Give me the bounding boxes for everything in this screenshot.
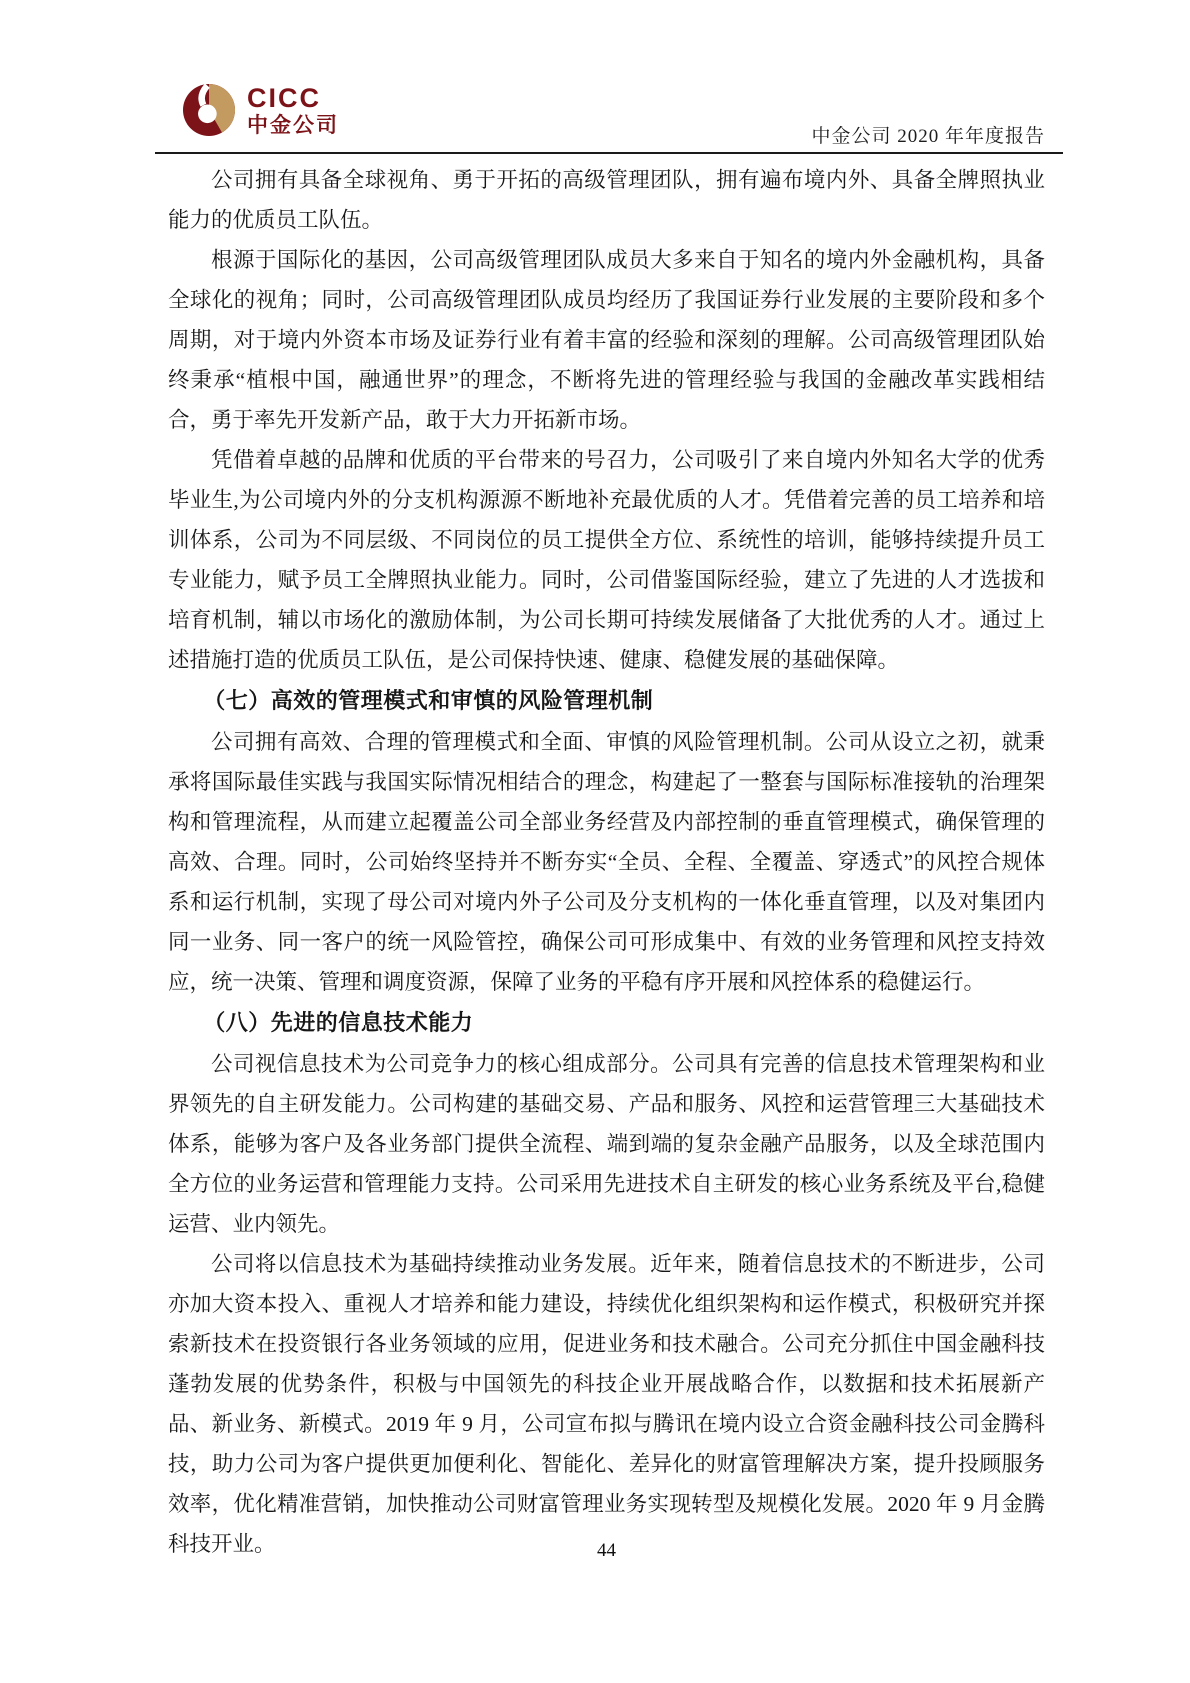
cicc-wordmark	[247, 82, 339, 137]
body-paragraph: 公司拥有高效、合理的管理模式和全面、审慎的风险管理机制。公司从设立之初，就秉承将国际最佳实践与我国实际情况相结合的理念，构建起了一整套与国际标准接轨的治理架构和管理流程，从而建立起覆盖公司全部业务经营及内部控制的垂直管理模式，确保管理的高效、合理。同时，公司始终坚持并不断夯实“全员、全程、全覆盖、穿透式”的风控合规体系和运行机制，实现了母公司对境内外子公司及分支机构的一体化垂直管理，以及对集团内同一业务、同一客户的统一风险管控，确保公司可形成集中、有效的业务管理和风控支持效应，统一决策、管理和调度资源，保障了业务的平稳有序开展和风控体系的稳健运行。	[168, 730, 1045, 994]
cicc-logo	[183, 84, 339, 136]
body-paragraph: 公司视信息技术为公司竞争力的核心组成部分。公司具有完善的信息技术管理架构和业界领先的自主研发能力。公司构建的基础交易、产品和服务、风控和运营管理三大基础技术体系，能够为客户及各业务部门提供全流程、端到端的复杂金融产品服务，以及全球范围内全方位的业务运营和管理能力支持。公司采用先进技术自主研发的核心业务系统及平台,稳健运营、业内领先。	[168, 1052, 1045, 1236]
logo-chinese-text: 中金公司	[247, 113, 339, 137]
header-divider	[155, 152, 1063, 154]
section-heading-8: （八）先进的信息技术能力	[203, 1010, 474, 1035]
report-title: 中金公司 2020 年年度报告	[811, 126, 1045, 147]
logo-latin-text: CICC	[247, 82, 321, 113]
body-paragraph: 根源于国际化的基因，公司高级管理团队成员大多来自于知名的境内外金融机构，具备全球化的视角；同时，公司高级管理团队成员均经历了我国证券行业发展的主要阶段和多个周期，对于境内外资本市场及证券行业有着丰富的经验和深刻的理解。公司高级管理团队始终秉承“植根中国，融通世界”的理念，不断将先进的管理经验与我国的金融改革实践相结合，勇于率先开发新产品，敢于大力开拓新市场。	[168, 248, 1045, 432]
page-number: 44	[597, 1540, 616, 1561]
section-heading-7: （七）高效的管理模式和审慎的风险管理机制	[203, 688, 654, 713]
body-paragraph: 凭借着卓越的品牌和优质的平台带来的号召力，公司吸引了来自境内外知名大学的优秀毕业生,为公司境内外的分支机构源源不断地补充最优质的人才。凭借着完善的员工培养和培训体系，公司为不同层级、不同岗位的员工提供全方位、系统性的培训，能够持续提升员工专业能力，赋予员工全牌照执业能力。同时，公司借鉴国际经验，建立了先进的人才选拔和培育机制，辅以市场化的激励体制，为公司长期可持续发展储备了大批优秀的人才。通过上述措施打造的优质员工队伍，是公司保持快速、健康、稳健发展的基础保障。	[168, 448, 1045, 672]
body-paragraph: 公司拥有具备全球视角、勇于开拓的高级管理团队，拥有遍布境内外、具备全牌照执业能力的优质员工队伍。	[168, 168, 1045, 232]
body-paragraph: 公司将以信息技术为基础持续推动业务发展。近年来，随着信息技术的不断进步，公司亦加大资本投入、重视人才培养和能力建设，持续优化组织架构和运作模式，积极研究并探索新技术在投资银行各业务领域的应用，促进业务和技术融合。公司充分抓住中国金融科技蓬勃发展的优势条件，积极与中国领先的科技企业开展战略合作，以数据和技术拓展新产品、新业务、新模式。2019 年 9 月，公司宣布拟与腾讯在境内设立合资金融科技公司金腾科技，助力公司为客户提供更加便利化、智能化、差异化的财富管理解决方案，提升投顾服务效率，优化精准营销，加快推动公司财富管理业务实现转型及规模化发展。2020 年 9 月金腾科技开业。	[168, 1252, 1045, 1556]
cicc-ring-logo-icon	[183, 84, 235, 136]
page-header	[0, 0, 1190, 160]
document-body	[168, 160, 1045, 1564]
